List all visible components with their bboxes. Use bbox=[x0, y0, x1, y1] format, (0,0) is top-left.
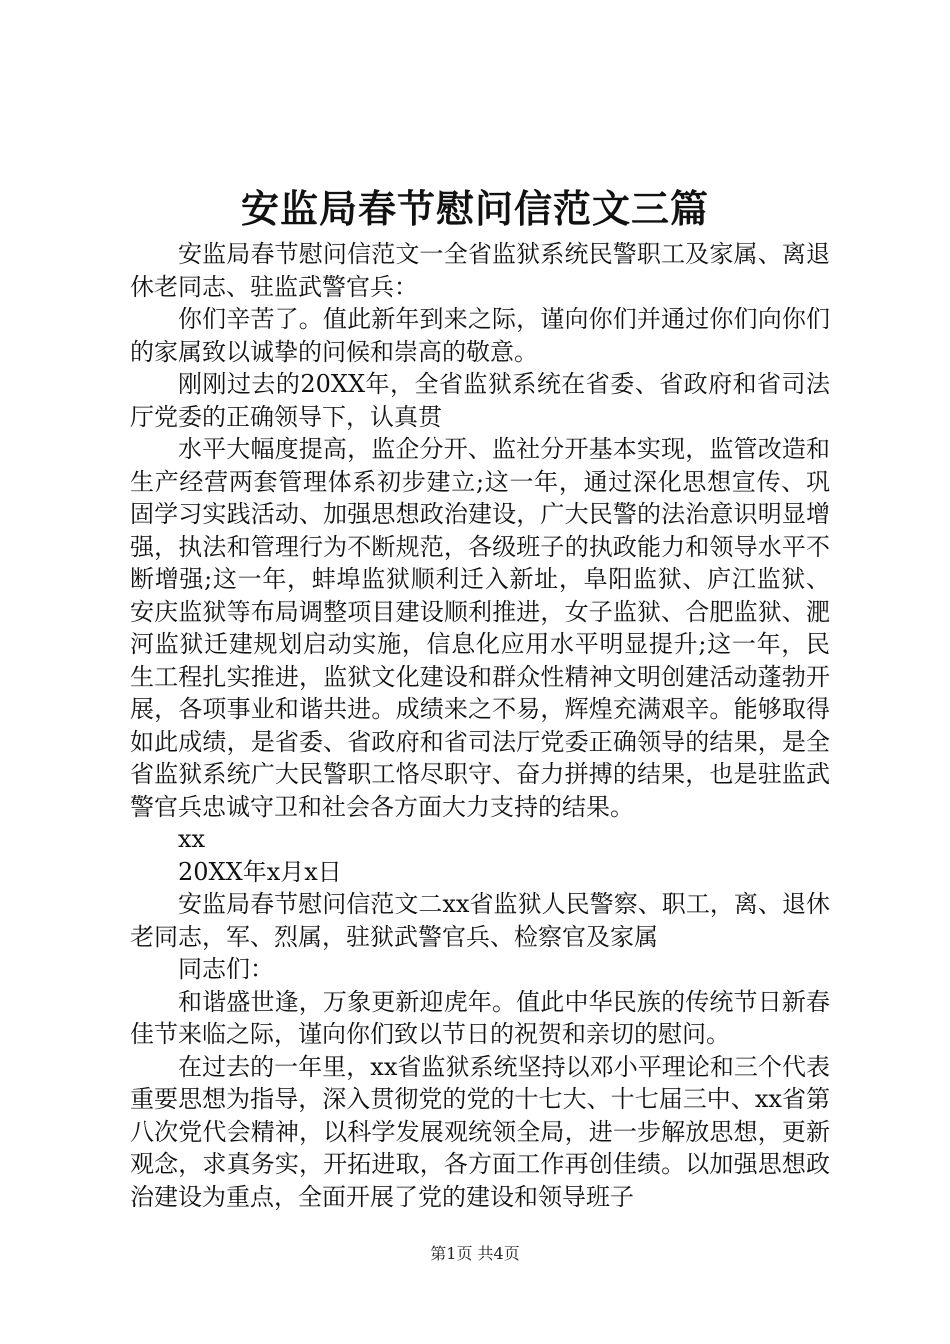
paragraph-signature: xx bbox=[178, 825, 206, 853]
page-number-footer: 第1页 共4页 bbox=[430, 1244, 520, 1263]
paragraph-greeting-2: 安监局春节慰问信范文二xx省监狱人民警察、职工，离、退休老同志，军、烈属，驻狱武警官兵、检察官及家属 bbox=[130, 890, 830, 951]
document-title: 安监局春节慰问信范文三篇 bbox=[240, 186, 709, 231]
paragraph-date: 20XX年x月x日 bbox=[178, 857, 342, 886]
paragraph-review: 在过去的一年里，xx省监狱系统坚持以邓小平理论和三个代表重要思想为指导，深入贯彻党的党的十七大、十七届三中、xx省第八次党代会精神，以科学发展观统领全局，进一步解放思想，更新观念，求真务实，开拓进取，各方面工作再创佳绩。以加强思想政治建设为重点，全面开展了党的建设和领导班子 bbox=[130, 1052, 830, 1211]
paragraph-past-year: 刚刚过去的20XX年，全省监狱系统在省委、省政府和省司法厅党委的正确领导下，认真贯 bbox=[130, 370, 830, 431]
paragraph-greeting-1: 安监局春节慰问信范文一全省监狱系统民警职工及家属、离退休老同志、驻监武警官兵： bbox=[130, 240, 830, 301]
paragraph-salutation: 同志们： bbox=[178, 955, 274, 983]
document-body bbox=[130, 238, 830, 1213]
paragraph-achievements: 水平大幅度提高，监企分开、监社分开基本实现，监管改造和生产经营两套管理体系初步建立;这一年，通过深化思想宣传、巩固学习实践活动、加强思想政治建设，广大民警的法治意识明显增强，执法和管理行为不断规范，各级班子的执政能力和领导水平不断增强;这一年，蚌埠监狱顺利迁入新址，阜阳监狱、庐江监狱、安庆监狱等布局调整项目建设顺利推进，女子监狱、合肥监狱、淝河监狱迁建规划启动实施，信息化应用水平明显提升;这一年，民生工程扎实推进，监狱文化建设和群众性精神文明创建活动蓬勃开展，各项事业和谐共进。成绩来之不易，辉煌充满艰辛。能够取得如此成绩，是省委、省政府和省司法厅党委正确领导的结果，是全省监狱系统广大民警职工恪尽职守、奋力拼搏的结果，也是驻监武警官兵忠诚守卫和社会各方面大力支持的结果。 bbox=[130, 435, 830, 821]
paragraph-regards: 你们辛苦了。值此新年到来之际，谨向你们并通过你们向你们的家属致以诚挚的问候和崇高的敬意。 bbox=[130, 305, 830, 366]
paragraph-new-year: 和谐盛世逢，万象更新迎虎年。值此中华民族的传统节日新春佳节来临之际，谨向你们致以节日的祝贺和亲切的慰问。 bbox=[130, 987, 830, 1048]
